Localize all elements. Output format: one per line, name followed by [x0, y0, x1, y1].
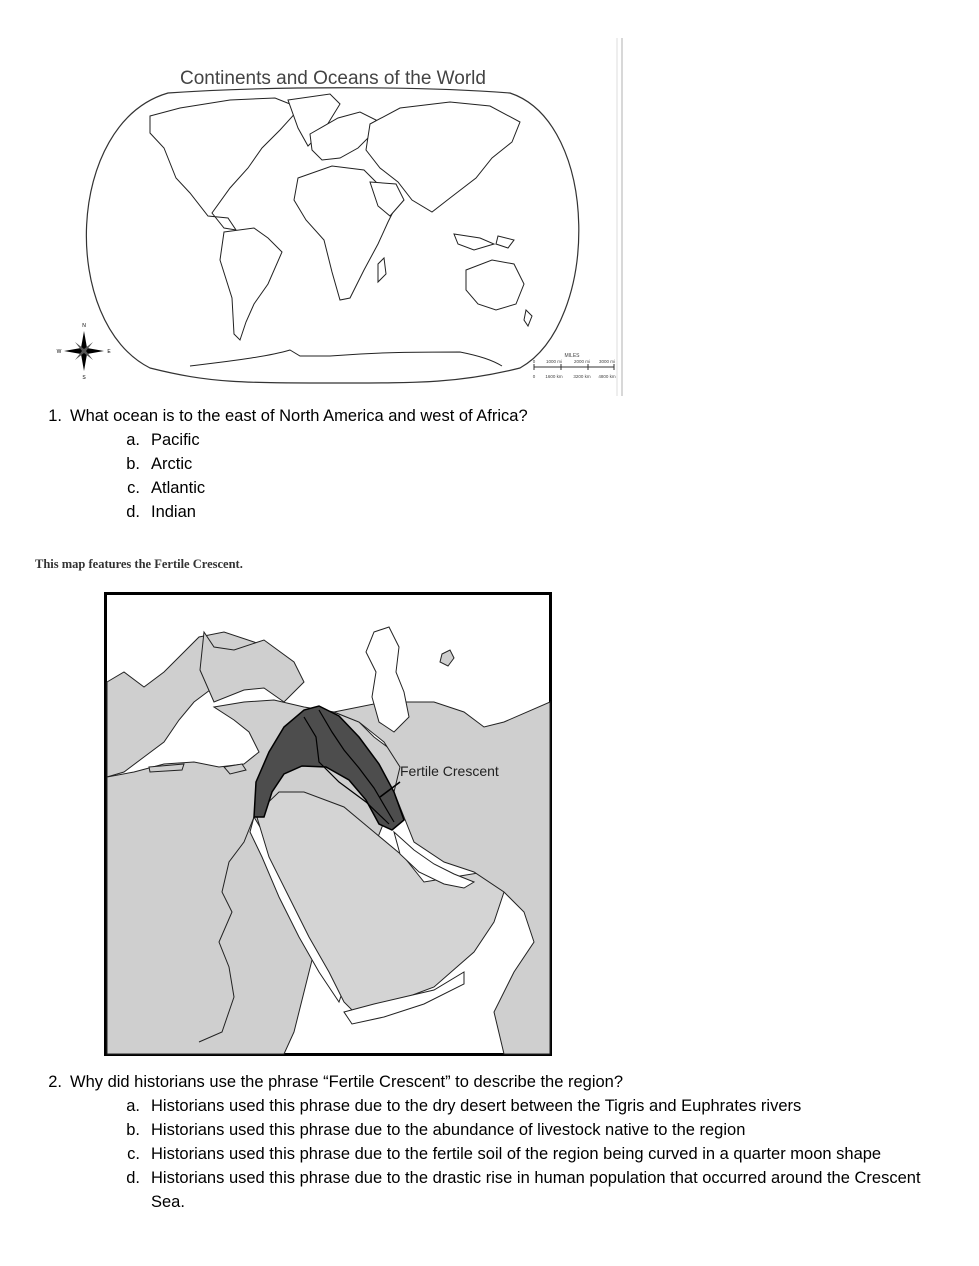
fertile-crescent-label: Fertile Crescent: [400, 763, 499, 779]
south-america-shape: [220, 228, 282, 340]
option-text: Atlantic: [151, 479, 206, 497]
question-1-option-c[interactable]: [118, 476, 934, 500]
option-text: Historians used this phrase due to the abundance of livestock native to the region: [151, 1121, 746, 1139]
fertile-crescent-caption: This map features the Fertile Crescent.: [35, 557, 243, 571]
scale-bottom-tick: 0: [532, 374, 536, 379]
indonesia-shape: [454, 234, 514, 250]
scale-top-tick: 1000 mi: [545, 359, 563, 364]
option-letter: a.: [126, 1097, 140, 1115]
option-text: Historians used this phrase due to the fertile soil of the region being curved in a quarter moon shape: [151, 1145, 882, 1163]
australia-shape: [466, 260, 524, 310]
option-letter: d.: [126, 1169, 140, 1187]
scale-bottom-tick: 3200 km: [573, 374, 591, 379]
compass-n: N: [82, 323, 86, 329]
compass-e: E: [107, 349, 111, 355]
option-letter: d.: [126, 503, 140, 521]
scale-top-tick: 0: [532, 359, 536, 364]
question-1-option-a[interactable]: [118, 428, 934, 452]
question-1-text: What ocean is to the east of North America and west of Africa?: [70, 407, 528, 425]
question-2-option-a[interactable]: [118, 1094, 974, 1118]
question-2-stem: [34, 1070, 974, 1094]
scale-top-tick: 3000 mi: [598, 359, 616, 364]
world-map-title: Continents and Oceans of the World: [180, 68, 486, 89]
question-1-stem: [34, 404, 934, 428]
scale-bottom-tick: 1600 km: [545, 374, 563, 379]
option-text: Indian: [151, 503, 196, 521]
option-letter: c.: [127, 1145, 140, 1163]
question-2-option-d[interactable]: [118, 1166, 938, 1214]
question-1-option-d[interactable]: [118, 500, 934, 524]
question-1-options: [34, 428, 934, 524]
question-2-option-c[interactable]: [118, 1142, 974, 1166]
compass-s: S: [82, 375, 86, 381]
option-text: Arctic: [151, 455, 193, 473]
world-map-figure: [40, 38, 630, 398]
scale-bottom-tick: 4800 km: [598, 374, 616, 379]
option-letter: a.: [126, 431, 140, 449]
madagascar-shape: [378, 258, 386, 282]
compass-rose: [57, 323, 112, 381]
world-map: [40, 38, 630, 398]
scale-unit-label: MILES: [564, 353, 580, 359]
new-zealand-shape: [524, 310, 532, 326]
option-text: Historians used this phrase due to the drastic rise in human population that occurred around the Crescent Sea.: [151, 1169, 921, 1211]
option-text: Pacific: [151, 431, 200, 449]
fertile-crescent-map: [104, 592, 552, 1056]
scale-top-tick: 2000 mi: [573, 359, 591, 364]
question-2-text: Why did historians use the phrase “Fertile Crescent” to describe the region?: [70, 1073, 624, 1091]
question-2: [34, 1070, 974, 1214]
option-letter: c.: [127, 479, 140, 497]
map-scale-bar: [533, 353, 616, 379]
question-1: [34, 404, 934, 524]
antarctica-shape: [190, 350, 502, 366]
option-letter: b.: [126, 1121, 140, 1139]
option-text: Historians used this phrase due to the dry desert between the Tigris and Euphrates rivers: [151, 1097, 802, 1115]
question-1-option-b[interactable]: [118, 452, 934, 476]
option-letter: b.: [126, 455, 140, 473]
question-1-number: 1.: [48, 407, 62, 425]
question-2-options: [34, 1094, 974, 1214]
compass-w: W: [56, 349, 62, 355]
question-2-option-b[interactable]: [118, 1118, 974, 1142]
north-america-shape: [150, 98, 300, 230]
question-2-number: 2.: [48, 1073, 62, 1091]
fertile-crescent-figure: [104, 592, 552, 1056]
